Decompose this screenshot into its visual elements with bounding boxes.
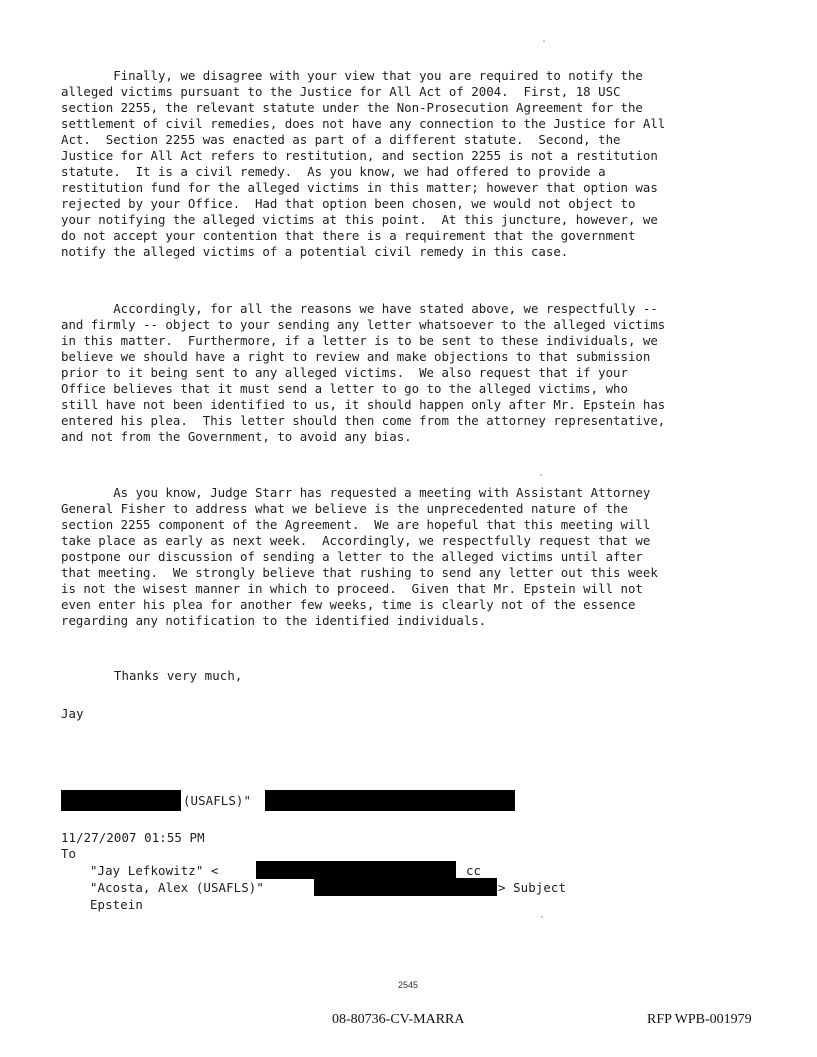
scan-speck xyxy=(543,40,545,42)
email-datetime: 11/27/2007 01:55 PM xyxy=(61,830,205,845)
paragraph-line: Act. Section 2255 was enacted as part of a different statute. Second, the xyxy=(61,132,621,147)
paragraph-line: that meeting. We strongly believe that rushing to send any letter out this week xyxy=(61,565,658,580)
to-label: To xyxy=(61,846,77,861)
cc-label: cc xyxy=(466,863,482,878)
case-number: 08-80736-CV-MARRA xyxy=(332,1012,465,1027)
to-recipient: "Jay Lefkowitz" < xyxy=(90,863,219,878)
signature: Jay xyxy=(61,706,84,721)
redaction-bar xyxy=(265,790,515,811)
paragraph-line: alleged victims pursuant to the Justice for All Act of 2004. First, 18 USC xyxy=(61,84,621,99)
paragraph-line: rejected by your Office. Had that option been chosen, we would not object to xyxy=(61,196,636,211)
paragraph-line: Finally, we disagree with your view that you are required to notify the xyxy=(61,68,643,83)
paragraph-line: postpone our discussion of sending a letter to the alleged victims until after xyxy=(61,549,643,564)
paragraph-line: take place as early as next week. Accordingly, we respectfully request that we xyxy=(61,533,651,548)
from-suffix: (USAFLS)" xyxy=(183,793,252,808)
paragraph-line: section 2255, the relevant statute under the Non-Prosecution Agreement for the xyxy=(61,100,643,115)
paragraph-line: restitution fund for the alleged victims in this matter; however that option was xyxy=(61,180,658,195)
paragraph-line: even enter his plea for another few weeks, time is clearly not of the essence xyxy=(61,597,636,612)
redaction-bar xyxy=(61,790,181,811)
body-paragraph-1 xyxy=(61,68,761,260)
paragraph-line: believe we should have a right to review and make objections to that submission xyxy=(61,349,651,364)
paragraph-line: and firmly -- object to your sending any letter whatsoever to the alleged victims xyxy=(61,317,666,332)
paragraph-line: settlement of civil remedies, does not have any connection to the Justice for All xyxy=(61,116,666,131)
paragraph-line: entered his plea. This letter should then come from the attorney representative, xyxy=(61,413,666,428)
paragraph-line: Office believes that it must send a letter to go to the alleged victims, who xyxy=(61,381,628,396)
paragraph-line: General Fisher to address what we believe is the unprecedented nature of the xyxy=(61,501,628,516)
paragraph-line: in this matter. Furthermore, if a letter is to be sent to these individuals, we xyxy=(61,333,658,348)
page-number: 2545 xyxy=(398,980,419,990)
body-paragraph-3 xyxy=(61,485,761,629)
cc-recipient: "Acosta, Alex (USAFLS)" xyxy=(90,880,264,895)
scan-speck xyxy=(540,474,542,476)
scan-speck xyxy=(541,916,543,918)
paragraph-line: As you know, Judge Starr has requested a meeting with Assistant Attorney xyxy=(61,485,651,500)
body-paragraph-2 xyxy=(61,301,761,445)
paragraph-line: your notifying the alleged victims at this point. At this juncture, however, we xyxy=(61,212,658,227)
paragraph-line: Justice for All Act refers to restitution, and section 2255 is not a restitution xyxy=(61,148,658,163)
closing-line: Thanks very much, xyxy=(61,668,243,683)
redaction-bar xyxy=(256,861,456,879)
paragraph-line: is not the wisest manner in which to proceed. Given that Mr. Epstein will not xyxy=(61,581,643,596)
paragraph-line: do not accept your contention that there is a requirement that the government xyxy=(61,228,636,243)
redaction-bar xyxy=(314,878,497,896)
subject-text: Epstein xyxy=(90,897,143,912)
paragraph-line: statute. It is a civil remedy. As you know, we had offered to provide a xyxy=(61,164,606,179)
paragraph-line: Accordingly, for all the reasons we have stated above, we respectfully -- xyxy=(61,301,658,316)
paragraph-line: still have not been identified to us, it should happen only after Mr. Epstein has xyxy=(61,397,666,412)
paragraph-line: and not from the Government, to avoid any bias. xyxy=(61,429,412,444)
paragraph-line: regarding any notification to the identified individuals. xyxy=(61,613,487,628)
paragraph-line: section 2255 component of the Agreement. We are hopeful that this meeting will xyxy=(61,517,651,532)
paragraph-line: notify the alleged victims of a potential civil remedy in this case. xyxy=(61,244,569,259)
bates-number: RFP WPB-001979 xyxy=(647,1012,752,1027)
paragraph-line: prior to it being sent to any alleged victims. We also request that if your xyxy=(61,365,628,380)
subject-label: > Subject xyxy=(498,880,567,895)
